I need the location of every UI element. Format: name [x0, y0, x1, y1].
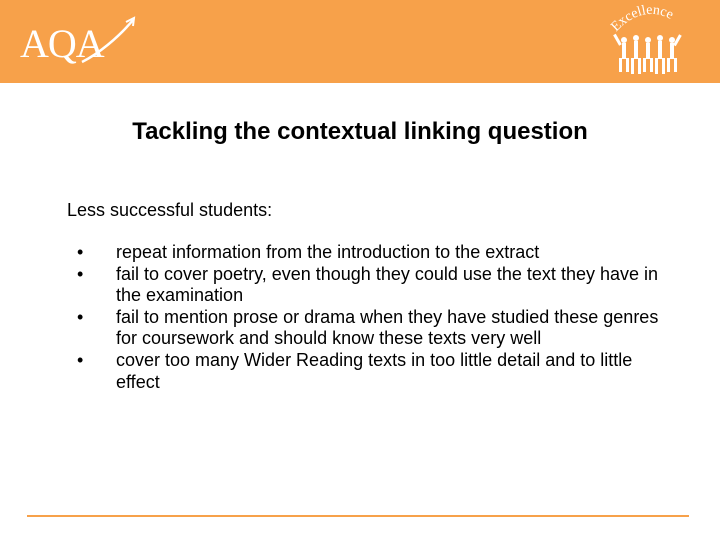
- bullet-list: [67, 242, 667, 393]
- bullet-text: fail to cover poetry, even though they could use the text they have in the examination: [116, 263, 659, 306]
- bullet-dot: •: [77, 349, 84, 370]
- logo-text: AQA: [20, 21, 104, 66]
- logo-swoosh-icon: [20, 14, 150, 70]
- slide-title: Tackling the contextual linking question: [132, 118, 588, 145]
- aqa-logo: [20, 14, 150, 70]
- header-band: [0, 0, 720, 83]
- bullet-text: fail to mention prose or drama when they have studied these genres for coursework and should know these texts very well: [116, 306, 659, 349]
- bullet-dot: •: [77, 306, 84, 327]
- bullet-dot: •: [77, 263, 84, 284]
- bullet-item: [67, 307, 667, 350]
- bullet-dot: •: [77, 242, 84, 262]
- bullet-item: [67, 350, 667, 393]
- bullet-item: [67, 242, 667, 264]
- bullet-text: cover too many Wider Reading texts in too little detail and to little effect: [116, 349, 633, 392]
- excellence-text: Excellence: [608, 2, 676, 35]
- jumping-people-icon: [613, 34, 682, 74]
- excellence-badge: [606, 2, 690, 82]
- footer-divider: [27, 515, 689, 517]
- bullet-text: repeat information from the introduction to the extract: [116, 242, 540, 262]
- bullet-item: [67, 264, 667, 307]
- intro-text: Less successful students:: [67, 200, 273, 220]
